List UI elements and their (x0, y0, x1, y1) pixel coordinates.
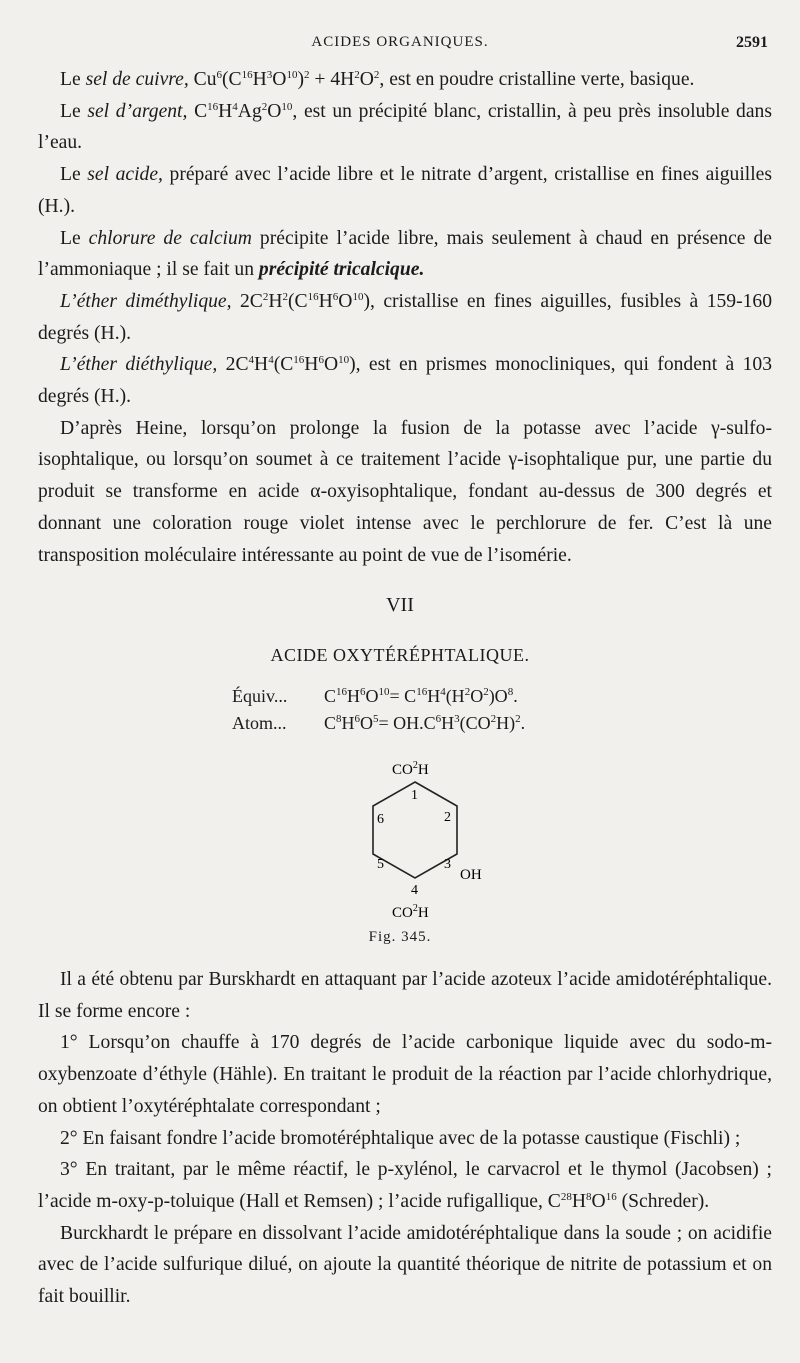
formula-equiv-label: Équiv... (232, 686, 288, 706)
paragraph-ether-diethylique: L’éther diéthylique, $2C^4H^4(C^{16}H^6O^{10})$, est en prismes monocliniques, qui fondent à 103 degrés (H.). (38, 354, 772, 408)
group-top: $CO^2H$ (392, 760, 429, 778)
paragraph-ether-dimethylique: L’éther diméthylique, $2C^2H^2(C^{16}H^6O^{10})$, cristallise en fines aiguilles, fusibles à 159-160 degrés (H.). (38, 290, 773, 344)
formula-atom (232, 713, 525, 734)
formula-equiv-expression: $C^{16}H^6O^{10}= C^{16}H^4(H^2O^2)O^8$. (324, 686, 518, 706)
benzene-ring-figure (340, 755, 510, 920)
paragraph-chlorure-calcium: Le chlorure de calcium précipite l’acide libre, mais seulement à chaud en présence de l’ammoniaque ; il se fait un précipité tricalcique. (38, 227, 772, 281)
text-block-upper (38, 64, 772, 571)
text-block-lower (38, 964, 772, 1313)
figure-caption: Fig. 345. (368, 929, 432, 945)
header-title: ACIDES ORGANIQUES. (311, 34, 489, 50)
group-bottom: $CO^2H$ (392, 903, 429, 920)
page-number: 2591 (736, 34, 768, 51)
paragraph-method-2: 2° En faisant fondre l’acide bromotéréphtalique avec de la potasse caustique (Fischli) ; (60, 1127, 741, 1149)
ring-position-1: 1 (411, 788, 418, 803)
section-number: VII (386, 594, 414, 616)
paragraph-sel-cuivre: Le sel de cuivre, $Cu^6(C^{16}H^3O^{10})^2 + 4H^2O^2$, est en poudre cristalline verte, basique. (60, 69, 695, 90)
paragraph-burskhardt: Il a été obtenu par Burskhardt en attaquant par l’acide azoteux l’acide amidotéréphtalique. Il se forme encore : (38, 969, 772, 1022)
paragraph-method-3: 3° En traitant, par le même réactif, le p-xylénol, le carvacrol et le thymol (Jacobsen) ; l’acide m-oxy-p-toluique (Hall et Remsen) ; l’acide rufigallique, $C^{28}H^8O^{16}$ (Schreder). (38, 1159, 772, 1212)
formula-equiv (232, 686, 518, 707)
paragraph-heine: D’après Heine, lorsqu’on prolonge la fusion de la potasse avec l’acide γ-sulfo-isophtalique, ou lorsqu’on soumet à ce traitement l’acide γ-isophtalique pur, une partie du produit se transforme en acide α-oxyisophtalique, fondant au-dessus de 300 degrés et donnant une coloration rouge violet intense avec le perchlorure de fer. C’est là une transposition moléculaire intéressante au point de vue de l’isomérie. (38, 417, 772, 566)
paragraph-sel-acide: Le sel acide, préparé avec l’acide libre et le nitrate d’argent, cristallise en fines aiguilles (H.). (38, 164, 772, 217)
running-header (0, 34, 800, 56)
group-oh: OH (460, 867, 482, 883)
paragraph-sel-argent: Le sel d’argent, $C^{16}H^4Ag^2O^{10}$, est un précipité blanc, cristallin, à peu près insoluble dans l’eau. (38, 100, 772, 154)
formula-atom-label: Atom... (232, 713, 287, 733)
ring-position-6: 6 (377, 812, 384, 827)
ring-position-3: 3 (444, 857, 451, 872)
formula-atom-expression: $C^8H^6O^5= OH.C^6H^3(CO^2H)^2$. (324, 713, 526, 733)
ring-position-4: 4 (411, 883, 418, 898)
ring-position-5: 5 (377, 857, 384, 872)
paragraph-preparation: Burckhardt le prépare en dissolvant l’acide amidotéréphtalique dans la soude ; on acidifie avec de l’acide sulfurique dilué, on ajoute la quantité théorique de nitrite de potassium et on fait bouillir. (38, 1222, 772, 1308)
ring-position-2: 2 (444, 810, 451, 825)
section-title: ACIDE OXYTÉRÉPHTALIQUE. (270, 645, 530, 665)
paragraph-method-1: 1° Lorsqu’on chauffe à 170 degrés de l’acide carbonique liquide avec du sodo-m-oxybenzoate d’éthyle (Hähle). En traitant le produit de la réaction par l’acide chlorhydrique, on obtient l’oxytéréphtalate correspondant ; (38, 1032, 772, 1117)
